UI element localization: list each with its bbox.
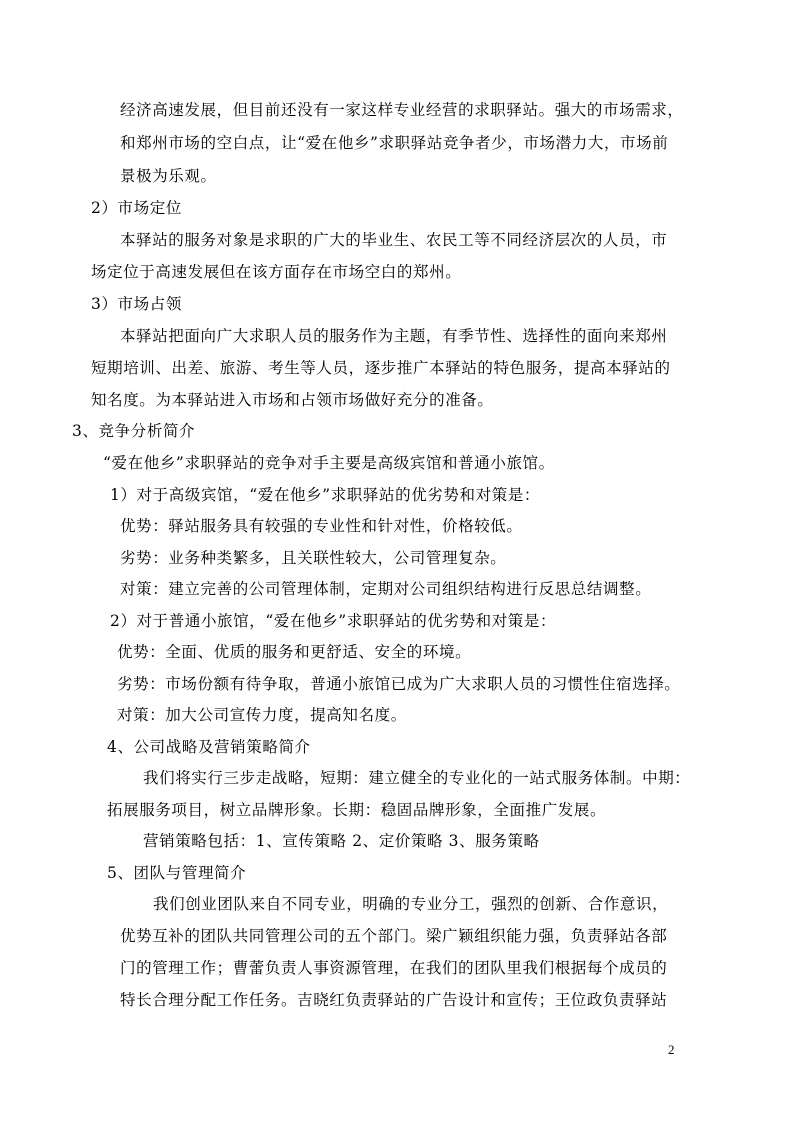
section-heading: 2）市场定位 bbox=[91, 199, 182, 217]
page-number: 2 bbox=[668, 1042, 675, 1057]
text-line: 营销策略包括：1、宣传策略 2、定价策略 3、服务策略 bbox=[143, 832, 540, 850]
text-line: 我们将实行三步走战略，短期：建立健全的专业化的一站式服务体制。中期： bbox=[143, 769, 691, 787]
text-line: “爱在他乡”求职驿站的竞争对手主要是高级宾馆和普通小旅馆。 bbox=[103, 454, 555, 472]
text-line: 优势：驿站服务具有较强的专业性和针对性，价格较低。 bbox=[120, 517, 523, 535]
section-heading: 3、竞争分析简介 bbox=[72, 422, 196, 440]
text-line: 短期培训、出差、旅游、考生等人员，逐步推广本驿站的特色服务，提高本驿站的 bbox=[91, 359, 671, 377]
text-line: 特长合理分配工作任务。吉晓红负责驿站的广告设计和宣传；王位政负责驿站 bbox=[120, 991, 668, 1009]
text-line: 劣势：业务种类繁多，且关联性较大，公司管理复杂。 bbox=[120, 549, 507, 567]
text-line: 知名度。为本驿站进入市场和占领市场做好充分的准备。 bbox=[91, 391, 494, 409]
text-line: 对策：加大公司宣传力度，提高知名度。 bbox=[117, 706, 407, 724]
text-line: 2）对于普通小旅馆，“爱在他乡”求职驿站的优劣势和对策是： bbox=[110, 612, 557, 630]
text-line: 景极为乐观。 bbox=[120, 167, 217, 185]
text-line: 拓展服务项目，树立品牌形象。长期：稳固品牌形象，全面推广发展。 bbox=[107, 801, 607, 819]
section-heading: 4、公司战略及营销策略简介 bbox=[107, 738, 311, 756]
section-heading: 5、团队与管理简介 bbox=[107, 864, 247, 882]
text-line: 本驿站把面向广大求职人员的服务作为主题，有季节性、选择性的面向来郑州 bbox=[120, 327, 668, 345]
text-line: 门的管理工作；曹蕾负责人事资源管理，在我们的团队里我们根据每个成员的 bbox=[120, 959, 668, 977]
text-line: 优势互补的团队共同管理公司的五个部门。梁广颖组织能力强，负责驿站各部 bbox=[120, 927, 668, 945]
section-heading: 3）市场占领 bbox=[91, 295, 182, 313]
text-line: 对策：建立完善的公司管理体制，定期对公司组织结构进行反思总结调整。 bbox=[120, 580, 652, 598]
text-line: 和郑州市场的空白点，让“爱在他乡”求职驿站竞争者少，市场潜力大，市场前 bbox=[120, 134, 669, 152]
text-line: 我们创业团队来自不同专业，明确的专业分工，强烈的创新、合作意识， bbox=[153, 895, 669, 913]
text-line: 优势：全面、优质的服务和更舒适、安全的环境。 bbox=[117, 643, 472, 661]
text-line: 经济高速发展，但目前还没有一家这样专业经营的求职驿站。强大的市场需求， bbox=[120, 101, 684, 119]
text-line: 场定位于高速发展但在该方面存在市场空白的郑州。 bbox=[91, 263, 462, 281]
text-line: 本驿站的服务对象是求职的广大的毕业生、农民工等不同经济层次的人员，市 bbox=[120, 231, 668, 249]
text-line: 1）对于高级宾馆，“爱在他乡”求职驿站的优劣势和对策是： bbox=[110, 486, 541, 504]
text-line: 劣势：市场份额有待争取，普通小旅馆已成为广大求职人员的习惯性住宿选择。 bbox=[117, 675, 681, 693]
